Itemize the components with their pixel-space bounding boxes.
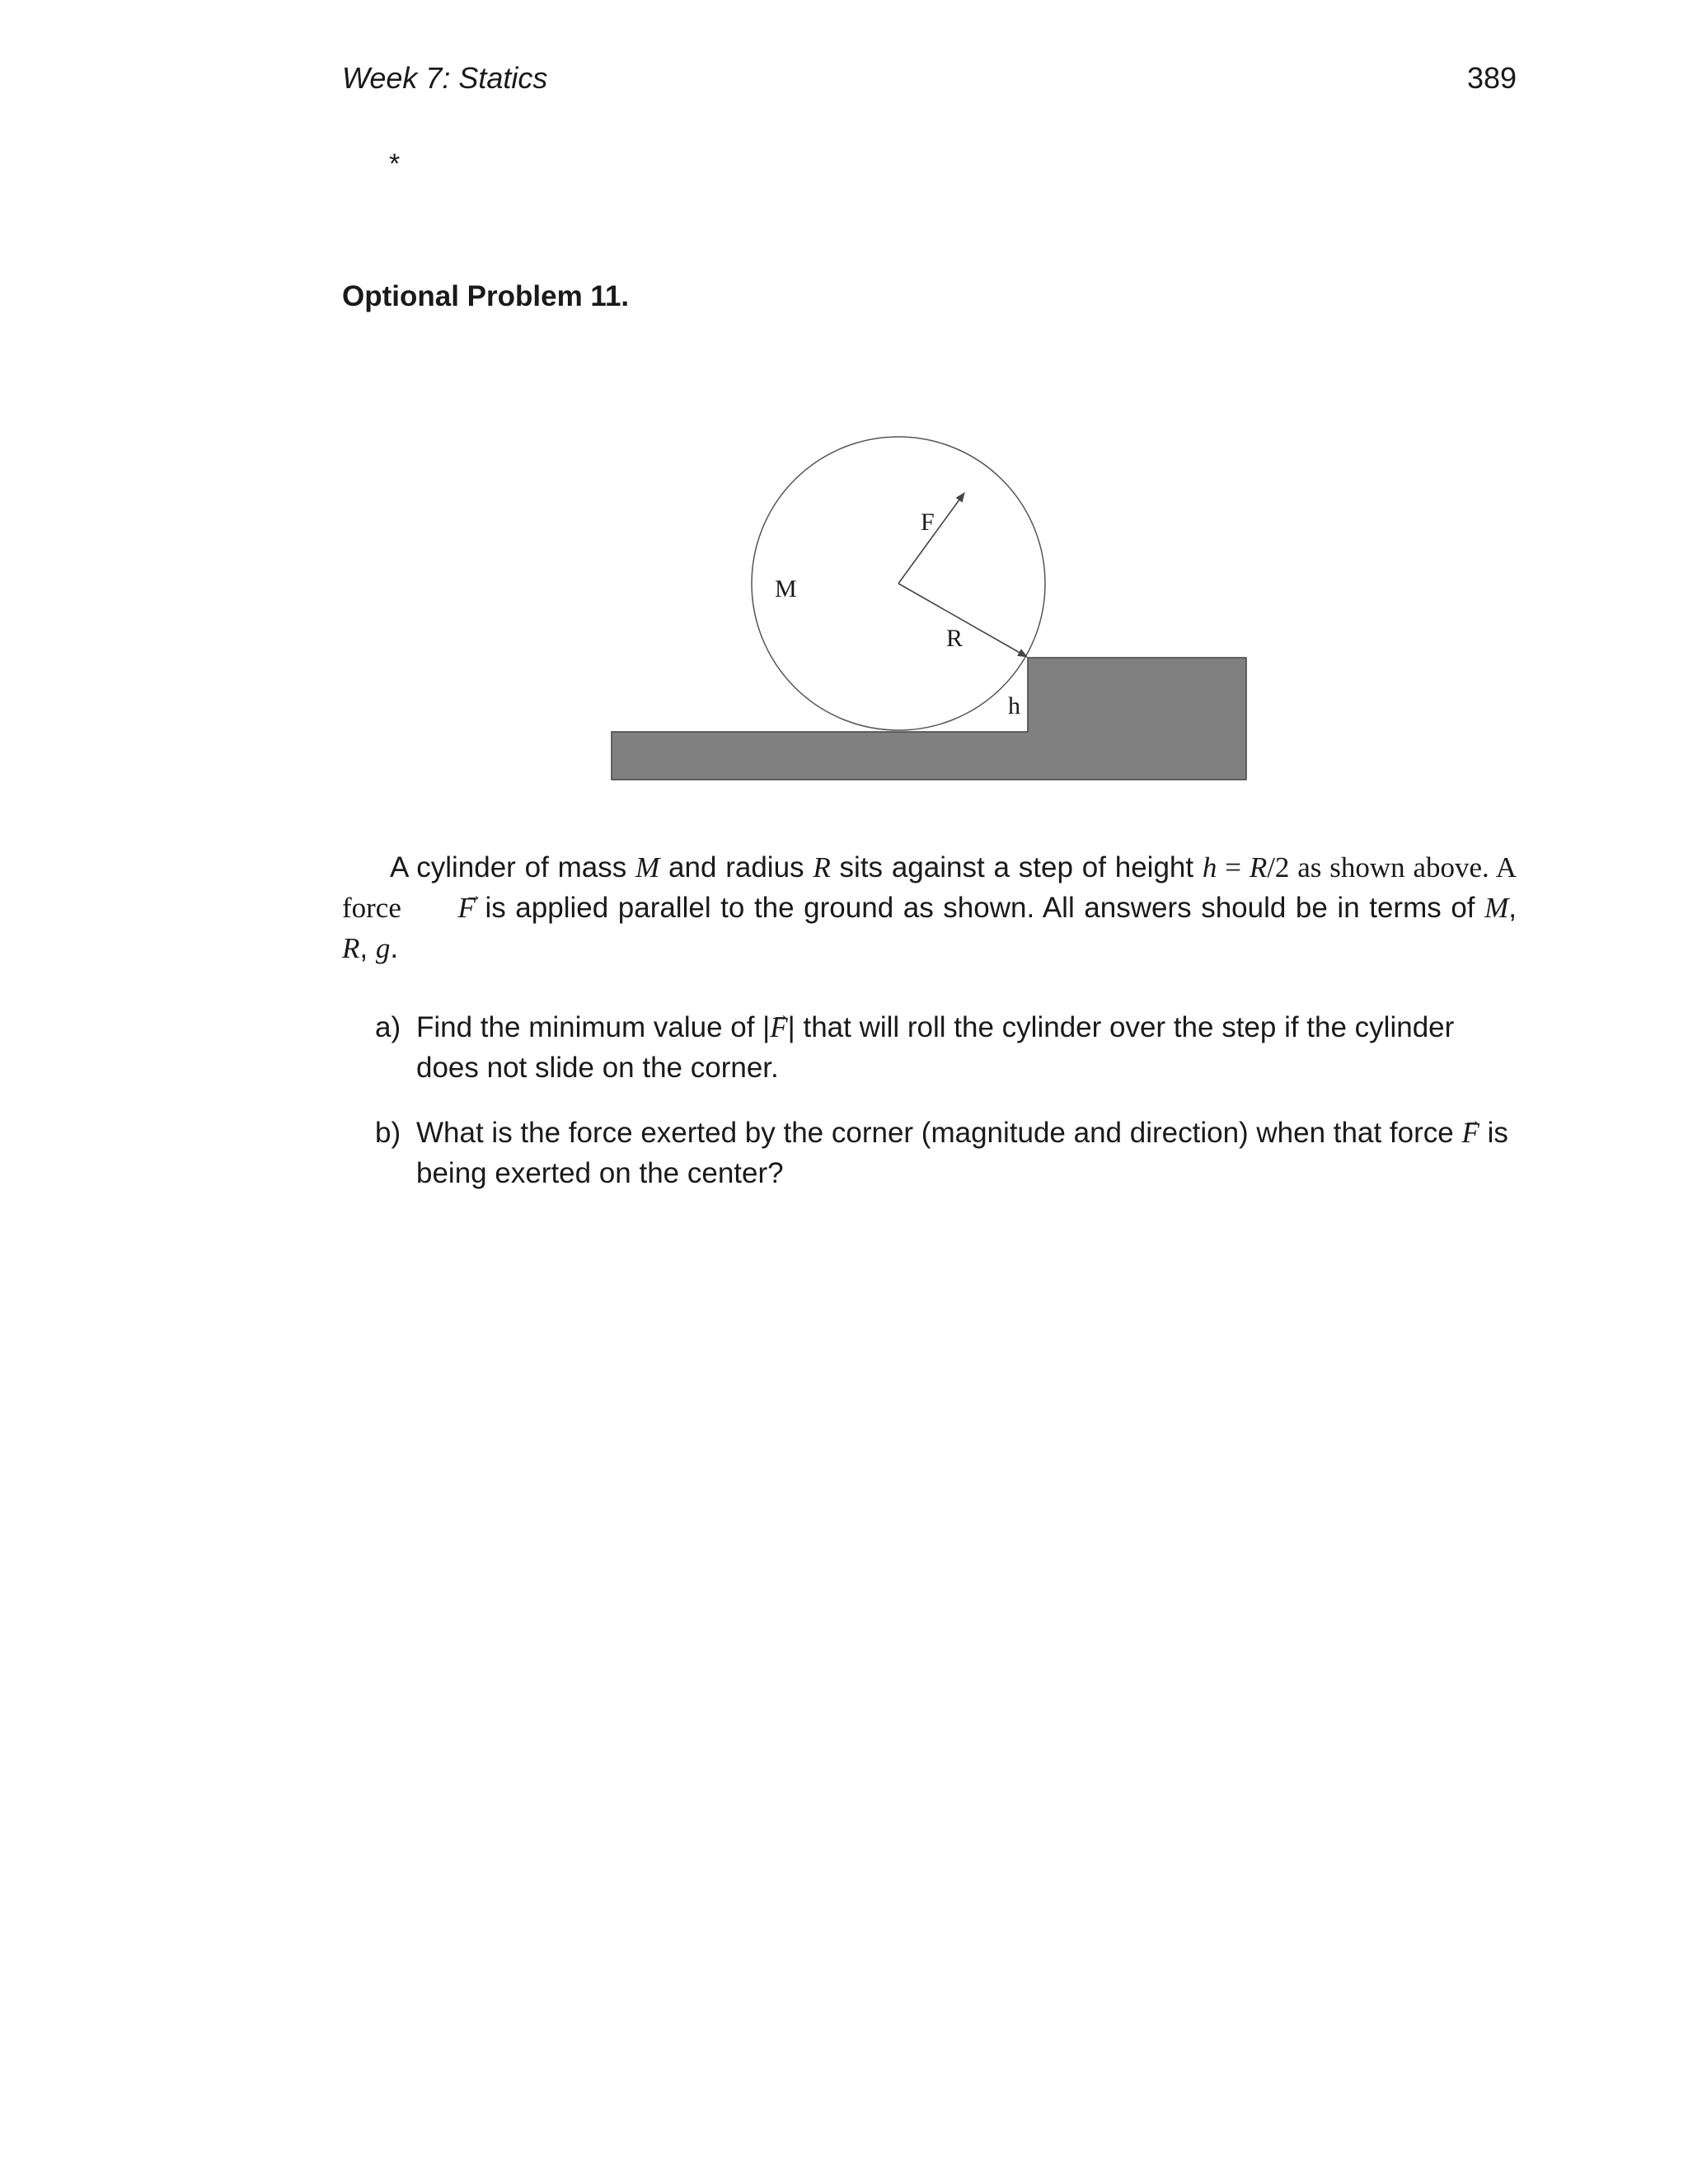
step-height-label: h <box>1008 692 1020 719</box>
page-number: 389 <box>1467 61 1517 95</box>
mass-label: M <box>775 575 797 602</box>
force-label: F <box>921 509 935 536</box>
problem-parts <box>375 1007 1517 1218</box>
force-arrow <box>898 493 964 583</box>
part-b: b) What is the force exerted by the corner (magnitude and direction) when that force → F is being exerted on the center? <box>375 1113 1517 1193</box>
cylinder-step-figure <box>0 0 1688 824</box>
radius-label: R <box>946 625 964 652</box>
part-label: b) <box>375 1117 401 1149</box>
ground-and-step <box>612 658 1246 780</box>
part-label: a) <box>375 1011 401 1043</box>
running-title: Week 7: Statics <box>342 61 548 95</box>
problem-heading: Optional Problem 11. <box>342 280 630 312</box>
part-a: a) Find the minimum value of |→ F| that will roll the cylinder over the step if the cylinder does not slide on the corner. <box>375 1007 1517 1088</box>
asterisk-mark: * <box>389 148 401 180</box>
problem-statement: A cylinder of mass M and radius R sits against a step of height h = R/2 as shown above. A force → F is applied parallel to the ground as shown. All answers should be in terms of M, R, g. <box>342 847 1517 968</box>
